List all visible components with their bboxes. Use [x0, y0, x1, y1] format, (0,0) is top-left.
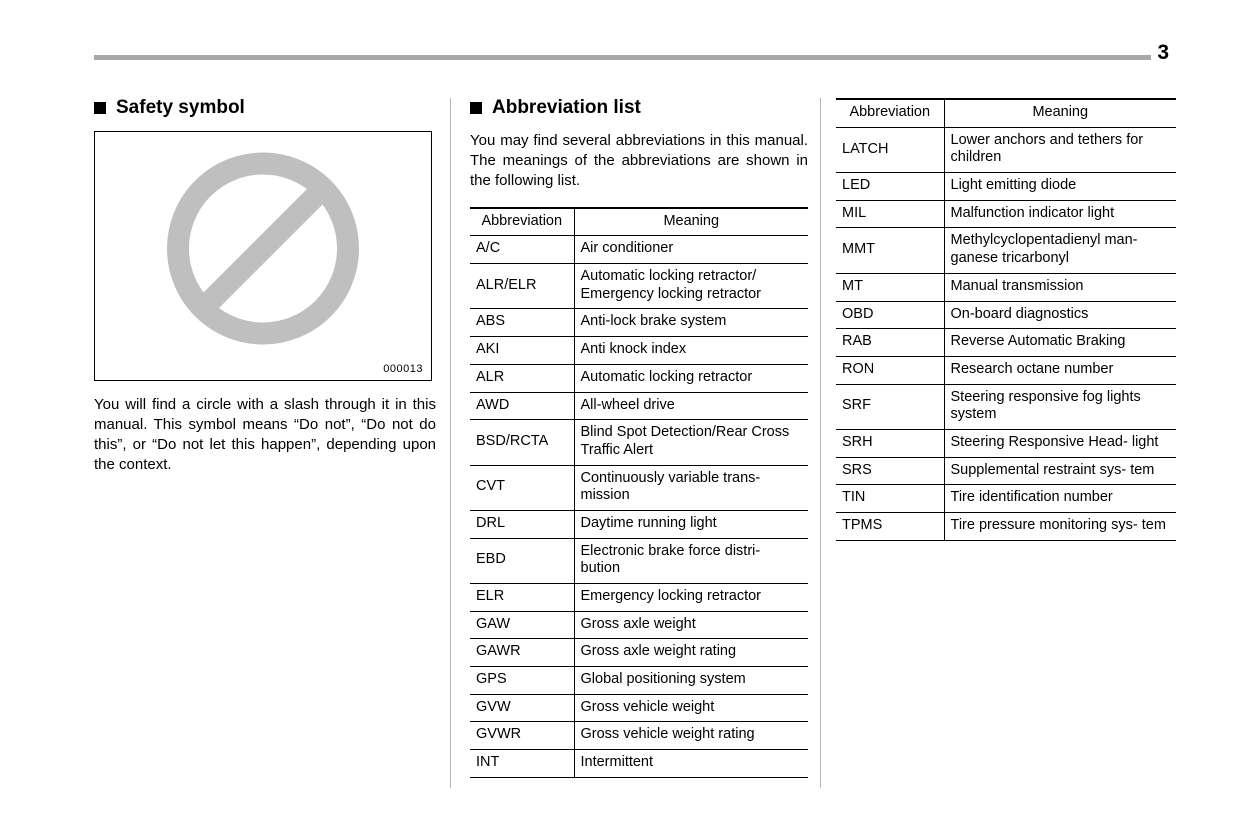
- table-row: [470, 694, 808, 722]
- cell-meaning: Anti knock index: [574, 337, 808, 365]
- cell-abbreviation: ALR: [470, 364, 574, 392]
- abbreviation-list-intro: You may find several abbreviations in this manual. The meanings of the abbreviations are shown in the following list.: [470, 131, 808, 189]
- abbreviation-table-part1: [470, 207, 808, 778]
- cell-abbreviation: AKI: [470, 337, 574, 365]
- cell-meaning: Gross axle weight rating: [574, 639, 808, 667]
- cell-meaning: Steering responsive fog lights system: [944, 384, 1176, 429]
- cell-meaning: Anti-lock brake system: [574, 309, 808, 337]
- cell-meaning: Light emitting diode: [944, 173, 1176, 201]
- cell-abbreviation: OBD: [836, 301, 944, 329]
- column-abbreviation-list-continued: [836, 98, 1176, 541]
- table-row: [470, 364, 808, 392]
- cell-abbreviation: AWD: [470, 392, 574, 420]
- cell-abbreviation: BSD/RCTA: [470, 420, 574, 465]
- table-row: [470, 465, 808, 510]
- table-row: [470, 538, 808, 583]
- table-row: [470, 420, 808, 465]
- table-row: [470, 309, 808, 337]
- cell-meaning: Supplemental restraint sys- tem: [944, 457, 1176, 485]
- table-row: [470, 337, 808, 365]
- table-row: [836, 384, 1176, 429]
- cell-abbreviation: GPS: [470, 667, 574, 695]
- cell-abbreviation: GVWR: [470, 722, 574, 750]
- cell-meaning: Gross vehicle weight rating: [574, 722, 808, 750]
- header-rule: [94, 55, 1151, 60]
- table-row: [836, 200, 1176, 228]
- cell-meaning: Automatic locking retractor/ Emergency locking retractor: [574, 264, 808, 309]
- column-divider-2: [820, 98, 821, 788]
- table-header-row: [836, 99, 1176, 127]
- table-row: [836, 228, 1176, 273]
- column-abbreviation-list: [470, 98, 808, 778]
- table-row: [836, 329, 1176, 357]
- cell-abbreviation: GVW: [470, 694, 574, 722]
- cell-abbreviation: EBD: [470, 538, 574, 583]
- cell-abbreviation: ALR/ELR: [470, 264, 574, 309]
- table-row: [470, 750, 808, 778]
- cell-meaning: Steering Responsive Head- light: [944, 429, 1176, 457]
- safety-symbol-body: You will find a circle with a slash through it in this manual. This symbol means “Do not”, “Do not do this”, or “Do not let this happen”, depending upon the context.: [94, 395, 436, 473]
- cell-abbreviation: SRH: [836, 429, 944, 457]
- cell-abbreviation: MMT: [836, 228, 944, 273]
- safety-symbol-heading: [94, 98, 436, 119]
- table-row: [470, 236, 808, 264]
- cell-abbreviation: RAB: [836, 329, 944, 357]
- table-row: [836, 127, 1176, 172]
- cell-abbreviation: INT: [470, 750, 574, 778]
- table-header-row: [470, 208, 808, 236]
- table-row: [470, 392, 808, 420]
- cell-meaning: Global positioning system: [574, 667, 808, 695]
- column-header-abbreviation: Abbreviation: [470, 208, 574, 236]
- figure-id: 000013: [383, 362, 423, 375]
- cell-abbreviation: LED: [836, 173, 944, 201]
- table-row: [836, 429, 1176, 457]
- cell-meaning: Reverse Automatic Braking: [944, 329, 1176, 357]
- table-row: [470, 584, 808, 612]
- table-row: [836, 173, 1176, 201]
- cell-abbreviation: GAW: [470, 611, 574, 639]
- cell-meaning: Air conditioner: [574, 236, 808, 264]
- cell-meaning: Intermittent: [574, 750, 808, 778]
- cell-meaning: Gross vehicle weight: [574, 694, 808, 722]
- column-header-abbreviation: Abbreviation: [836, 99, 944, 127]
- cell-meaning: Lower anchors and tethers for children: [944, 127, 1176, 172]
- table-row: [470, 722, 808, 750]
- square-bullet-icon: [94, 102, 106, 114]
- page-number: 3: [1157, 41, 1169, 64]
- abbreviation-table-part2: [836, 98, 1176, 541]
- safety-symbol-heading-text: Safety symbol: [116, 97, 245, 118]
- cell-abbreviation: LATCH: [836, 127, 944, 172]
- cell-abbreviation: SRF: [836, 384, 944, 429]
- square-bullet-icon: [470, 102, 482, 114]
- cell-meaning: Emergency locking retractor: [574, 584, 808, 612]
- no-entry-circle-slash-icon: [163, 148, 363, 353]
- cell-meaning: Blind Spot Detection/Rear Cross Traffic Alert: [574, 420, 808, 465]
- safety-symbol-figure: [94, 131, 432, 381]
- cell-meaning: Malfunction indicator light: [944, 200, 1176, 228]
- cell-abbreviation: GAWR: [470, 639, 574, 667]
- table-row: [470, 510, 808, 538]
- table-row: [836, 457, 1176, 485]
- cell-meaning: Automatic locking retractor: [574, 364, 808, 392]
- table-row: [836, 301, 1176, 329]
- cell-meaning: Tire identification number: [944, 485, 1176, 513]
- cell-meaning: Continuously variable trans- mission: [574, 465, 808, 510]
- cell-meaning: Manual transmission: [944, 273, 1176, 301]
- cell-abbreviation: TIN: [836, 485, 944, 513]
- cell-meaning: Methylcyclopentadienyl man- ganese tricarbonyl: [944, 228, 1176, 273]
- table-row: [470, 264, 808, 309]
- cell-meaning: Gross axle weight: [574, 611, 808, 639]
- abbreviation-list-heading-text: Abbreviation list: [492, 97, 641, 118]
- cell-abbreviation: CVT: [470, 465, 574, 510]
- cell-meaning: Daytime running light: [574, 510, 808, 538]
- cell-meaning: On-board diagnostics: [944, 301, 1176, 329]
- cell-abbreviation: RON: [836, 356, 944, 384]
- column-header-meaning: Meaning: [574, 208, 808, 236]
- abbreviation-list-heading: [470, 98, 808, 119]
- table-row: [836, 485, 1176, 513]
- table-row: [470, 667, 808, 695]
- table-row: [470, 639, 808, 667]
- cell-abbreviation: TPMS: [836, 513, 944, 541]
- cell-meaning: Electronic brake force distri- bution: [574, 538, 808, 583]
- table-row: [836, 273, 1176, 301]
- cell-abbreviation: A/C: [470, 236, 574, 264]
- table-row: [470, 611, 808, 639]
- cell-abbreviation: DRL: [470, 510, 574, 538]
- table-row: [836, 356, 1176, 384]
- column-safety-symbol: [94, 98, 436, 475]
- cell-abbreviation: MIL: [836, 200, 944, 228]
- column-divider-1: [450, 98, 451, 788]
- cell-meaning: All-wheel drive: [574, 392, 808, 420]
- cell-meaning: Research octane number: [944, 356, 1176, 384]
- cell-meaning: Tire pressure monitoring sys- tem: [944, 513, 1176, 541]
- column-header-meaning: Meaning: [944, 99, 1176, 127]
- cell-abbreviation: SRS: [836, 457, 944, 485]
- cell-abbreviation: ELR: [470, 584, 574, 612]
- table-row: [836, 513, 1176, 541]
- cell-abbreviation: MT: [836, 273, 944, 301]
- cell-abbreviation: ABS: [470, 309, 574, 337]
